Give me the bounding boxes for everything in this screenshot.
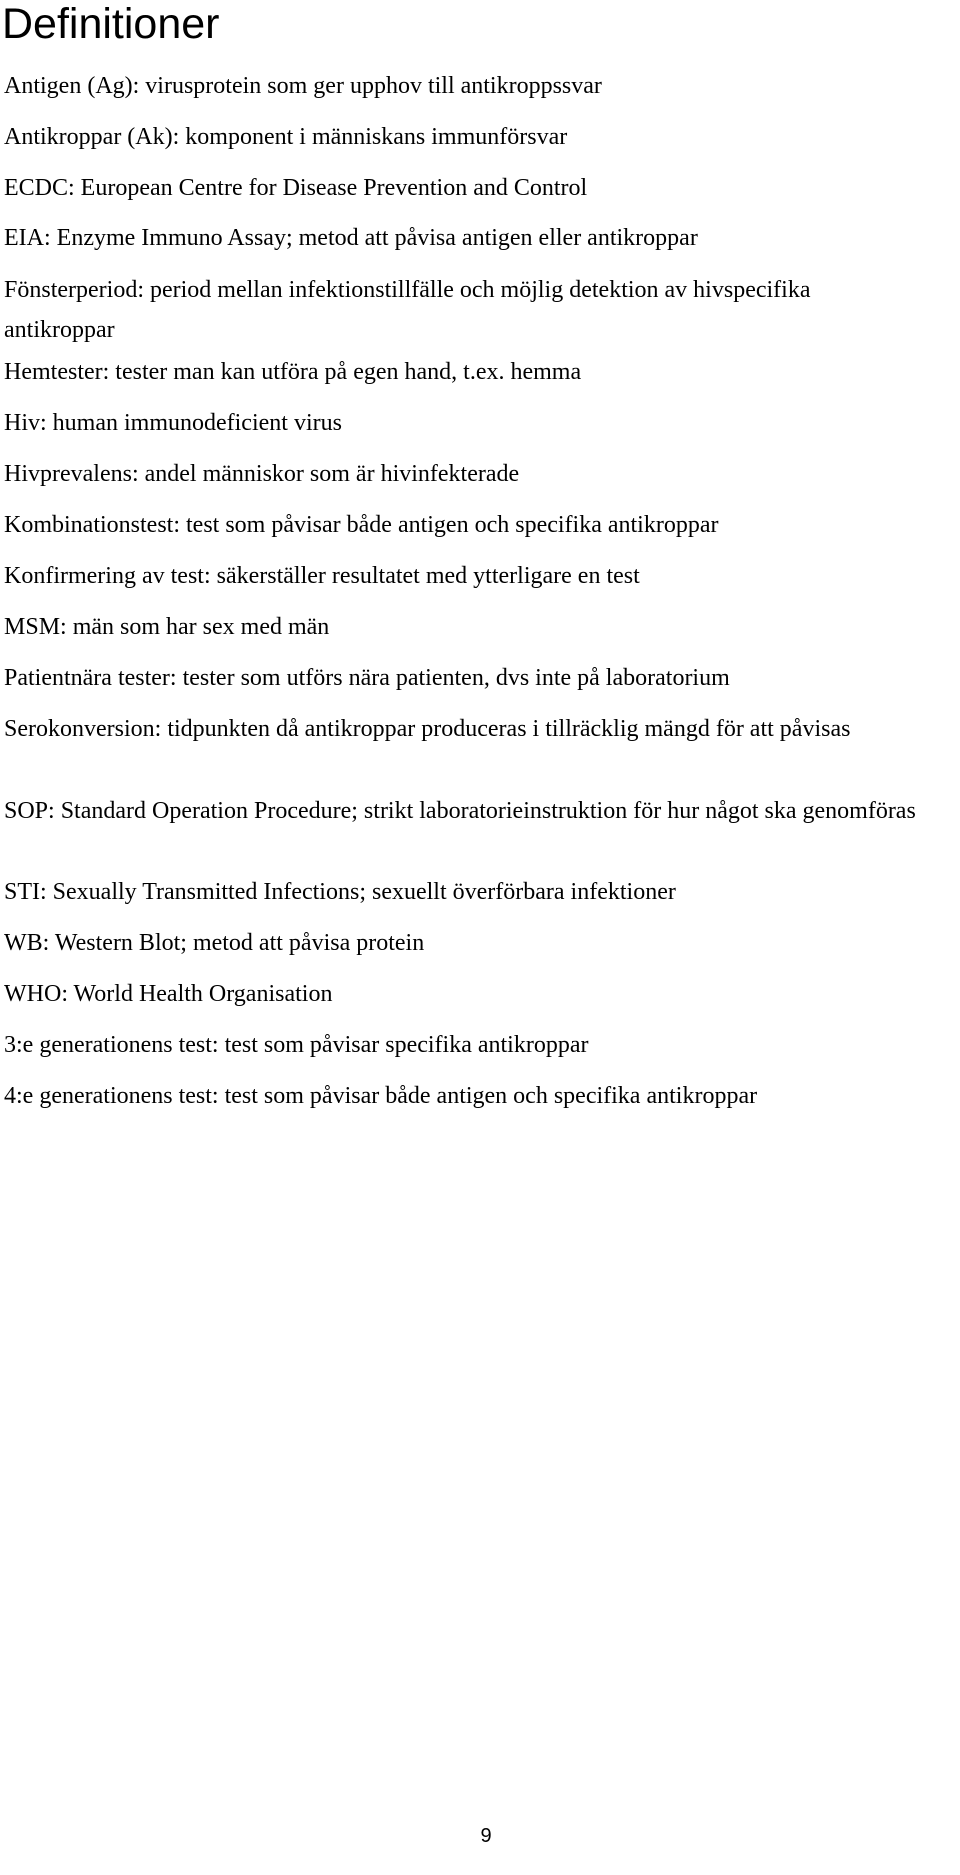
definition-antigen: Antigen (Ag): virusprotein som ger upphov till antikroppssvar [4,73,602,99]
definition-patientnara-tester: Patientnära tester: tester som utförs nära patienten, dvs inte på laboratorium [4,665,730,691]
definition-wb: WB: Western Blot; metod att påvisa protein [4,930,425,956]
page-heading: Definitioner [2,0,220,48]
definition-hemtester: Hemtester: tester man kan utföra på egen hand, t.ex. hemma [4,359,582,385]
definition-eia: EIA: Enzyme Immuno Assay; metod att påvisa antigen eller antikroppar [4,225,698,251]
definition-ecdc: ECDC: European Centre for Disease Prevention and Control [4,175,588,201]
definition-sti: STI: Sexually Transmitted Infections; sexuellt överförbara infektioner [4,879,676,905]
definition-hivprevalens: Hivprevalens: andel människor som är hivinfekterade [4,461,520,487]
definition-who: WHO: World Health Organisation [4,981,333,1007]
page-number: 9 [480,1825,492,1847]
definition-konfirmering: Konfirmering av test: säkerställer resultatet med ytterligare en test [4,563,640,589]
definition-4e-generationens-test: 4:e generationens test: test som påvisar både antigen och specifika antikroppar [4,1083,758,1109]
definition-kombinationstest: Kombinationstest: test som påvisar både antigen och specifika antikroppar [4,512,719,538]
definition-fonsterperiod: Fönsterperiod: period mellan infektionstillfälle och möjlig detektion av hivspecifika antikroppar [4,277,811,343]
definition-antikroppar: Antikroppar (Ak): komponent i människans immunförsvar [4,124,568,150]
definition-3e-generationens-test: 3:e generationens test: test som påvisar specifika antikroppar [4,1032,589,1058]
definition-hiv: Hiv: human immunodeficient virus [4,410,342,436]
definition-serokonversion: Serokonversion: tidpunkten då antikroppar produceras i tillräcklig mängd för att påvisas [4,716,851,742]
definition-msm: MSM: män som har sex med män [4,614,330,640]
definition-sop: SOP: Standard Operation Procedure; strikt laboratorieinstruktion för hur något ska genomföras [4,798,916,824]
